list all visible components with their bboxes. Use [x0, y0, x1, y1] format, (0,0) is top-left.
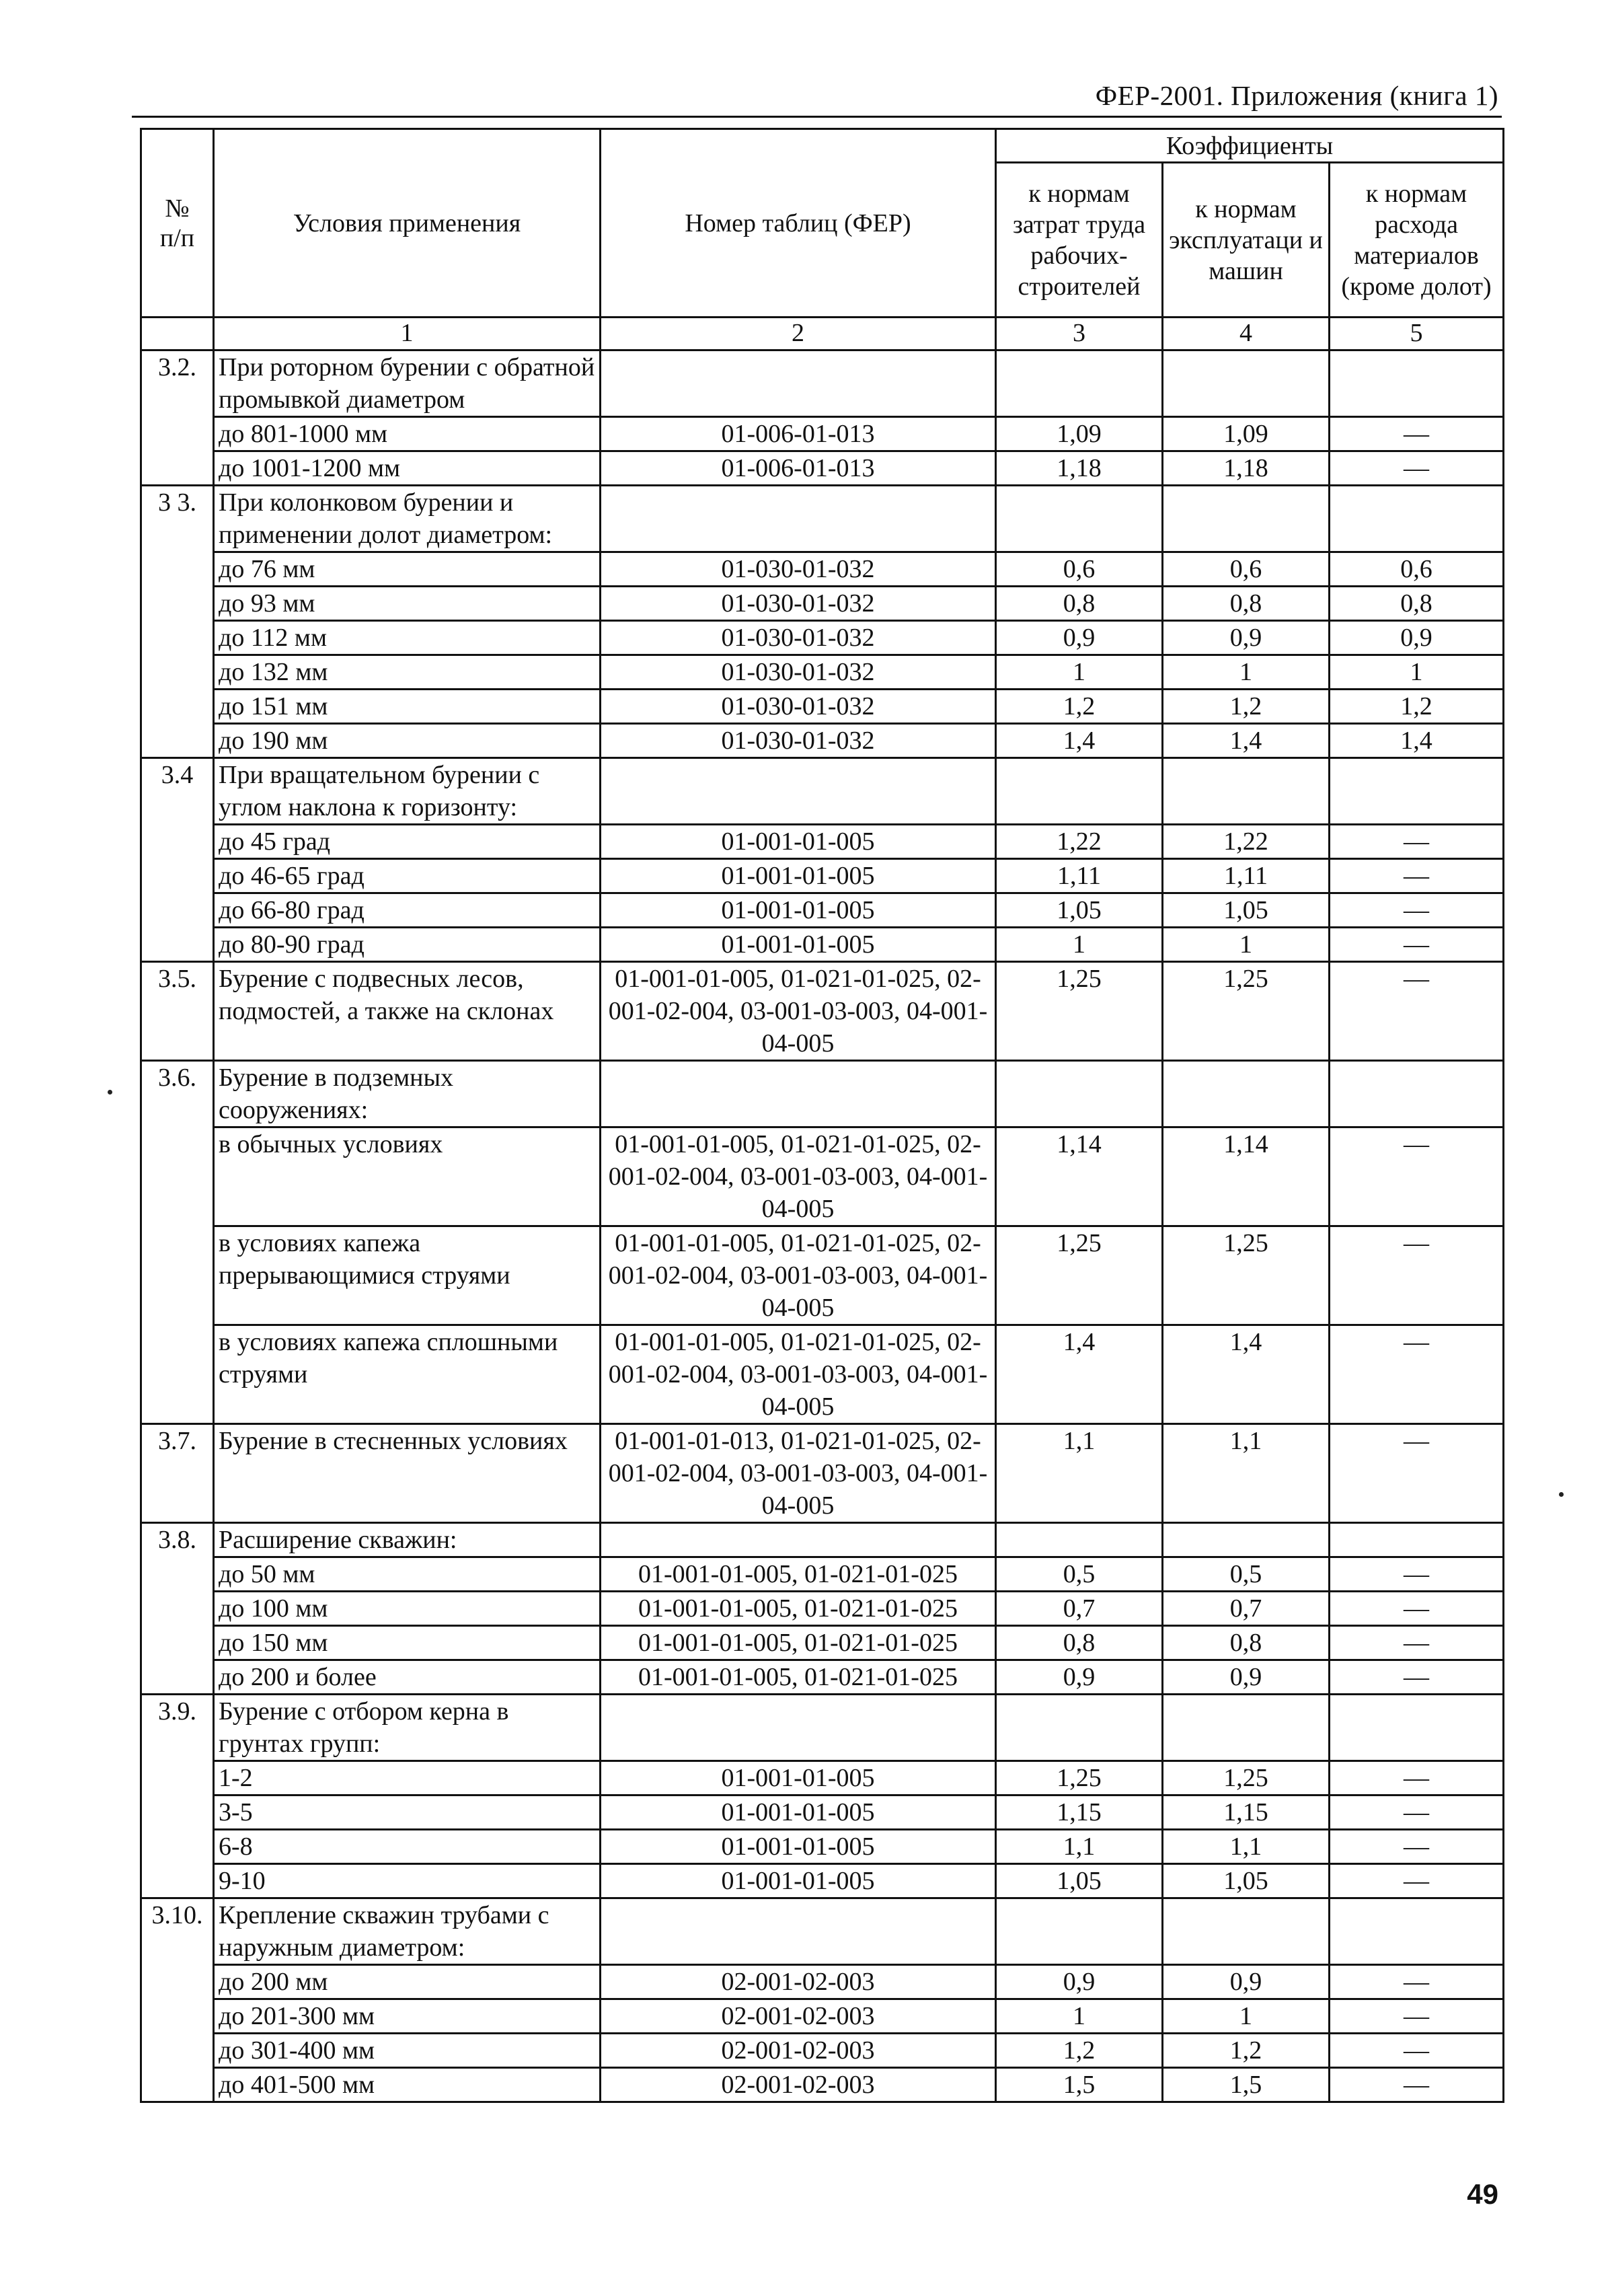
- table-row: [141, 1864, 1504, 1898]
- condition-cell: до 301-400 мм: [214, 2034, 601, 2068]
- labor-coefficient-cell: [996, 758, 1163, 825]
- machine-coefficient-cell: 1: [1163, 655, 1330, 690]
- column-number: 3: [996, 318, 1163, 350]
- table-row: [141, 1965, 1504, 1999]
- table-number-cell: 01-006-01-013: [601, 417, 996, 451]
- material-coefficient-cell: —: [1330, 1226, 1504, 1325]
- labor-coefficient-cell: 1,22: [996, 825, 1163, 859]
- labor-coefficient-cell: 1,4: [996, 1325, 1163, 1424]
- machine-coefficient-cell: 0,7: [1163, 1592, 1330, 1626]
- machine-coefficient-cell: 1,05: [1163, 1864, 1330, 1898]
- table-number-cell: [601, 1061, 996, 1127]
- scan-speck: [108, 1090, 112, 1095]
- table-number-cell: 01-001-01-005: [601, 928, 996, 962]
- coefficients-table-container: [140, 128, 1502, 2103]
- labor-coefficient-cell: 1,1: [996, 1830, 1163, 1864]
- table-number-cell: [601, 350, 996, 417]
- row-number-cell: [141, 1864, 214, 1898]
- condition-cell: до 132 мм: [214, 655, 601, 690]
- table-number-cell: 02-001-02-003: [601, 2068, 996, 2102]
- table-row: [141, 1226, 1504, 1325]
- machine-coefficient-cell: 1,1: [1163, 1424, 1330, 1523]
- header-table-number: Номер таблиц (ФЕР): [601, 129, 996, 318]
- condition-cell: до 151 мм: [214, 690, 601, 724]
- condition-cell: до 200 мм: [214, 1965, 601, 1999]
- table-row: [141, 1898, 1504, 1965]
- condition-cell: до 80-90 град: [214, 928, 601, 962]
- machine-coefficient-cell: [1163, 486, 1330, 552]
- table-row: [141, 1424, 1504, 1523]
- machine-coefficient-cell: 1,09: [1163, 417, 1330, 451]
- table-number-cell: 01-006-01-013: [601, 451, 996, 486]
- material-coefficient-cell: —: [1330, 1761, 1504, 1795]
- machine-coefficient-cell: [1163, 1898, 1330, 1965]
- row-number-cell: [141, 1226, 214, 1325]
- machine-coefficient-cell: 1,1: [1163, 1830, 1330, 1864]
- table-number-cell: 01-001-01-005, 01-021-01-025, 02-001-02-004, 03-001-03-003, 04-001-04-005: [601, 962, 996, 1061]
- row-number-cell: [141, 1761, 214, 1795]
- table-row: [141, 724, 1504, 758]
- condition-cell: При роторном бурении с обратной промывкой диаметром: [214, 350, 601, 417]
- machine-coefficient-cell: 1,18: [1163, 451, 1330, 486]
- row-number-cell: 3.2.: [141, 350, 214, 417]
- material-coefficient-cell: [1330, 486, 1504, 552]
- condition-cell: в обычных условиях: [214, 1127, 601, 1226]
- row-number-cell: [141, 893, 214, 928]
- row-number-cell: [141, 1660, 214, 1695]
- row-number-cell: [141, 1626, 214, 1660]
- running-header: ФЕР-2001. Приложения (книга 1): [1095, 80, 1498, 111]
- machine-coefficient-cell: 1,15: [1163, 1795, 1330, 1830]
- condition-cell: 6-8: [214, 1830, 601, 1864]
- machine-coefficient-cell: [1163, 1061, 1330, 1127]
- table-row: [141, 2068, 1504, 2102]
- material-coefficient-cell: —: [1330, 451, 1504, 486]
- table-number-cell: [601, 486, 996, 552]
- header-coefficients: Коэффициенты: [996, 129, 1504, 163]
- material-coefficient-cell: —: [1330, 1626, 1504, 1660]
- table-number-cell: 01-001-01-005: [601, 1761, 996, 1795]
- table-row: [141, 1061, 1504, 1127]
- column-number: 5: [1330, 318, 1504, 350]
- row-number-cell: [141, 451, 214, 486]
- material-coefficient-cell: 0,6: [1330, 552, 1504, 587]
- table-number-cell: 01-001-01-005: [601, 1795, 996, 1830]
- material-coefficient-cell: [1330, 1523, 1504, 1557]
- material-coefficient-cell: —: [1330, 2068, 1504, 2102]
- table-number-cell: [601, 1523, 996, 1557]
- row-number-cell: [141, 1999, 214, 2034]
- table-number-cell: 02-001-02-003: [601, 1965, 996, 1999]
- labor-coefficient-cell: 1,25: [996, 1761, 1163, 1795]
- material-coefficient-cell: 1,2: [1330, 690, 1504, 724]
- condition-cell: до 1001-1200 мм: [214, 451, 601, 486]
- table-number-cell: 01-001-01-005, 01-021-01-025, 02-001-02-004, 03-001-03-003, 04-001-04-005: [601, 1226, 996, 1325]
- material-coefficient-cell: —: [1330, 859, 1504, 893]
- column-number: 1: [214, 318, 601, 350]
- labor-coefficient-cell: 1,5: [996, 2068, 1163, 2102]
- machine-coefficient-cell: 0,6: [1163, 552, 1330, 587]
- row-number-cell: [141, 655, 214, 690]
- labor-coefficient-cell: 1,05: [996, 1864, 1163, 1898]
- table-row: [141, 1523, 1504, 1557]
- condition-cell: до 150 мм: [214, 1626, 601, 1660]
- table-row: [141, 1795, 1504, 1830]
- column-number: 2: [601, 318, 996, 350]
- machine-coefficient-cell: [1163, 350, 1330, 417]
- material-coefficient-cell: —: [1330, 1424, 1504, 1523]
- row-number-cell: [141, 1127, 214, 1226]
- row-number-cell: [141, 1325, 214, 1424]
- material-coefficient-cell: —: [1330, 928, 1504, 962]
- table-number-cell: 01-001-01-005: [601, 825, 996, 859]
- labor-coefficient-cell: 1: [996, 1999, 1163, 2034]
- labor-coefficient-cell: 0,9: [996, 1660, 1163, 1695]
- labor-coefficient-cell: 1,18: [996, 451, 1163, 486]
- condition-cell: до 201-300 мм: [214, 1999, 601, 2034]
- labor-coefficient-cell: 0,7: [996, 1592, 1163, 1626]
- labor-coefficient-cell: 1,4: [996, 724, 1163, 758]
- labor-coefficient-cell: 1: [996, 655, 1163, 690]
- labor-coefficient-cell: [996, 350, 1163, 417]
- machine-coefficient-cell: [1163, 758, 1330, 825]
- material-coefficient-cell: —: [1330, 1660, 1504, 1695]
- labor-coefficient-cell: [996, 486, 1163, 552]
- machine-coefficient-cell: 1,11: [1163, 859, 1330, 893]
- table-number-cell: 01-001-01-005: [601, 1830, 996, 1864]
- table-number-cell: 01-030-01-032: [601, 552, 996, 587]
- labor-coefficient-cell: 1,15: [996, 1795, 1163, 1830]
- machine-coefficient-cell: 0,5: [1163, 1557, 1330, 1592]
- condition-cell: до 66-80 град: [214, 893, 601, 928]
- row-number-cell: 3.5.: [141, 962, 214, 1061]
- table-number-cell: 01-001-01-005, 01-021-01-025: [601, 1660, 996, 1695]
- condition-cell: до 190 мм: [214, 724, 601, 758]
- row-number-cell: [141, 1795, 214, 1830]
- row-number-cell: [141, 2034, 214, 2068]
- table-row: [141, 1325, 1504, 1424]
- row-number-cell: [141, 1592, 214, 1626]
- condition-cell: до 46-65 град: [214, 859, 601, 893]
- machine-coefficient-cell: 1,14: [1163, 1127, 1330, 1226]
- machine-coefficient-cell: 1,25: [1163, 1761, 1330, 1795]
- table-row: [141, 1761, 1504, 1795]
- row-number-cell: 3.7.: [141, 1424, 214, 1523]
- table-number-cell: 01-001-01-005, 01-021-01-025, 02-001-02-004, 03-001-03-003, 04-001-04-005: [601, 1127, 996, 1226]
- table-row: [141, 859, 1504, 893]
- material-coefficient-cell: —: [1330, 2034, 1504, 2068]
- table-row: [141, 1127, 1504, 1226]
- machine-coefficient-cell: 0,8: [1163, 1626, 1330, 1660]
- table-number-cell: [601, 1695, 996, 1761]
- table-row: [141, 690, 1504, 724]
- table-row: [141, 1695, 1504, 1761]
- table-row: [141, 451, 1504, 486]
- condition-cell: 9-10: [214, 1864, 601, 1898]
- header-labor: к нормам затрат труда рабочих-строителей: [996, 163, 1163, 318]
- condition-cell: до 76 мм: [214, 552, 601, 587]
- table-number-cell: 01-001-01-005, 01-021-01-025: [601, 1626, 996, 1660]
- row-number-cell: [141, 621, 214, 655]
- column-number: 4: [1163, 318, 1330, 350]
- table-number-cell: 01-030-01-032: [601, 690, 996, 724]
- condition-cell: до 112 мм: [214, 621, 601, 655]
- condition-cell: Бурение в стесненных условиях: [214, 1424, 601, 1523]
- labor-coefficient-cell: 1,09: [996, 417, 1163, 451]
- labor-coefficient-cell: 1,14: [996, 1127, 1163, 1226]
- material-coefficient-cell: —: [1330, 1557, 1504, 1592]
- row-number-cell: [141, 928, 214, 962]
- condition-cell: в условиях капежа прерывающимися струями: [214, 1226, 601, 1325]
- table-row: [141, 486, 1504, 552]
- table-number-cell: 01-001-01-005: [601, 893, 996, 928]
- header-materials: к нормам расхода материалов (кроме долот): [1330, 163, 1504, 318]
- table-number-cell: 01-001-01-013, 01-021-01-025, 02-001-02-004, 03-001-03-003, 04-001-04-005: [601, 1424, 996, 1523]
- table-number-cell: 01-001-01-005, 01-021-01-025: [601, 1557, 996, 1592]
- material-coefficient-cell: 0,9: [1330, 621, 1504, 655]
- machine-coefficient-cell: 1,2: [1163, 2034, 1330, 2068]
- condition-cell: до 100 мм: [214, 1592, 601, 1626]
- material-coefficient-cell: [1330, 350, 1504, 417]
- machine-coefficient-cell: 1,5: [1163, 2068, 1330, 2102]
- condition-cell: в условиях капежа сплошными струями: [214, 1325, 601, 1424]
- labor-coefficient-cell: 1: [996, 928, 1163, 962]
- material-coefficient-cell: —: [1330, 1325, 1504, 1424]
- coefficients-table: [140, 128, 1504, 2103]
- table-row: [141, 1660, 1504, 1695]
- labor-coefficient-cell: [996, 1523, 1163, 1557]
- labor-coefficient-cell: 0,6: [996, 552, 1163, 587]
- labor-coefficient-cell: 0,5: [996, 1557, 1163, 1592]
- condition-cell: Бурение с отбором керна в грунтах групп:: [214, 1695, 601, 1761]
- machine-coefficient-cell: 0,9: [1163, 1965, 1330, 1999]
- material-coefficient-cell: —: [1330, 1965, 1504, 1999]
- page-number: 49: [1467, 2178, 1498, 2210]
- labor-coefficient-cell: 1,11: [996, 859, 1163, 893]
- table-row: [141, 621, 1504, 655]
- table-number-cell: 02-001-02-003: [601, 2034, 996, 2068]
- condition-cell: до 45 град: [214, 825, 601, 859]
- table-body: [141, 350, 1504, 2102]
- header-machines: к нормам эксплуатаци и машин: [1163, 163, 1330, 318]
- material-coefficient-cell: —: [1330, 1830, 1504, 1864]
- table-row: [141, 758, 1504, 825]
- machine-coefficient-cell: 0,9: [1163, 1660, 1330, 1695]
- condition-cell: до 50 мм: [214, 1557, 601, 1592]
- table-number-cell: 01-001-01-005, 01-021-01-025: [601, 1592, 996, 1626]
- row-number-cell: 3.9.: [141, 1695, 214, 1761]
- material-coefficient-cell: —: [1330, 825, 1504, 859]
- material-coefficient-cell: —: [1330, 1127, 1504, 1226]
- row-number-cell: [141, 690, 214, 724]
- machine-coefficient-cell: 0,9: [1163, 621, 1330, 655]
- material-coefficient-cell: [1330, 1695, 1504, 1761]
- machine-coefficient-cell: 1,25: [1163, 962, 1330, 1061]
- condition-cell: Крепление скважин трубами с наружным диаметром:: [214, 1898, 601, 1965]
- table-row: [141, 417, 1504, 451]
- labor-coefficient-cell: 0,8: [996, 1626, 1163, 1660]
- condition-cell: Расширение скважин:: [214, 1523, 601, 1557]
- material-coefficient-cell: —: [1330, 962, 1504, 1061]
- table-row: [141, 1626, 1504, 1660]
- row-number-cell: [141, 587, 214, 621]
- row-number-cell: [141, 825, 214, 859]
- table-number-cell: 02-001-02-003: [601, 1999, 996, 2034]
- condition-cell: до 801-1000 мм: [214, 417, 601, 451]
- labor-coefficient-cell: 0,9: [996, 621, 1163, 655]
- condition-cell: Бурение в подземных сооружениях:: [214, 1061, 601, 1127]
- machine-coefficient-cell: 1,4: [1163, 724, 1330, 758]
- material-coefficient-cell: —: [1330, 1864, 1504, 1898]
- labor-coefficient-cell: 1,05: [996, 893, 1163, 928]
- row-number-cell: [141, 724, 214, 758]
- machine-coefficient-cell: 1: [1163, 928, 1330, 962]
- labor-coefficient-cell: 1,25: [996, 962, 1163, 1061]
- labor-coefficient-cell: [996, 1898, 1163, 1965]
- table-number-cell: 01-001-01-005: [601, 1864, 996, 1898]
- column-number-row: [141, 318, 1504, 350]
- material-coefficient-cell: —: [1330, 1795, 1504, 1830]
- labor-coefficient-cell: [996, 1061, 1163, 1127]
- table-row: [141, 350, 1504, 417]
- labor-coefficient-cell: [996, 1695, 1163, 1761]
- table-number-cell: 01-030-01-032: [601, 655, 996, 690]
- machine-coefficient-cell: 0,8: [1163, 587, 1330, 621]
- material-coefficient-cell: —: [1330, 893, 1504, 928]
- row-number-cell: 3.8.: [141, 1523, 214, 1557]
- table-number-cell: 01-030-01-032: [601, 587, 996, 621]
- table-row: [141, 893, 1504, 928]
- header-rule: [132, 116, 1502, 118]
- table-row: [141, 962, 1504, 1061]
- machine-coefficient-cell: 1,2: [1163, 690, 1330, 724]
- row-number-cell: [141, 2068, 214, 2102]
- row-number-cell: [141, 1830, 214, 1864]
- condition-cell: до 93 мм: [214, 587, 601, 621]
- header-row-top: [141, 129, 1504, 163]
- table-row: [141, 1830, 1504, 1864]
- machine-coefficient-cell: 1,22: [1163, 825, 1330, 859]
- machine-coefficient-cell: [1163, 1695, 1330, 1761]
- table-row: [141, 587, 1504, 621]
- material-coefficient-cell: [1330, 1898, 1504, 1965]
- table-number-cell: 01-001-01-005: [601, 859, 996, 893]
- row-number-cell: [141, 417, 214, 451]
- header-conditions: Условия применения: [214, 129, 601, 318]
- table-number-cell: [601, 1898, 996, 1965]
- material-coefficient-cell: 0,8: [1330, 587, 1504, 621]
- machine-coefficient-cell: 1,05: [1163, 893, 1330, 928]
- material-coefficient-cell: 1,4: [1330, 724, 1504, 758]
- labor-coefficient-cell: 0,9: [996, 1965, 1163, 1999]
- material-coefficient-cell: —: [1330, 1999, 1504, 2034]
- labor-coefficient-cell: 1,2: [996, 2034, 1163, 2068]
- condition-cell: При вращательном бурении с углом наклона к горизонту:: [214, 758, 601, 825]
- labor-coefficient-cell: 0,8: [996, 587, 1163, 621]
- table-number-cell: 01-030-01-032: [601, 621, 996, 655]
- row-number-cell: 3.4: [141, 758, 214, 825]
- table-row: [141, 552, 1504, 587]
- table-number-cell: 01-030-01-032: [601, 724, 996, 758]
- labor-coefficient-cell: 1,1: [996, 1424, 1163, 1523]
- row-number-cell: 3.10.: [141, 1898, 214, 1965]
- machine-coefficient-cell: 1,25: [1163, 1226, 1330, 1325]
- condition-cell: до 401-500 мм: [214, 2068, 601, 2102]
- condition-cell: При колонковом бурении и применении долот диаметром:: [214, 486, 601, 552]
- row-number-cell: [141, 859, 214, 893]
- row-number-cell: 3.6.: [141, 1061, 214, 1127]
- material-coefficient-cell: [1330, 758, 1504, 825]
- table-row: [141, 1557, 1504, 1592]
- table-row: [141, 655, 1504, 690]
- material-coefficient-cell: 1: [1330, 655, 1504, 690]
- header-num: № п/п: [141, 129, 214, 318]
- material-coefficient-cell: —: [1330, 1592, 1504, 1626]
- labor-coefficient-cell: 1,2: [996, 690, 1163, 724]
- row-number-cell: [141, 1557, 214, 1592]
- table-row: [141, 928, 1504, 962]
- condition-cell: Бурение с подвесных лесов, подмостей, а также на склонах: [214, 962, 601, 1061]
- table-row: [141, 2034, 1504, 2068]
- material-coefficient-cell: [1330, 1061, 1504, 1127]
- table-row: [141, 1592, 1504, 1626]
- material-coefficient-cell: —: [1330, 417, 1504, 451]
- scan-speck: [1559, 1492, 1564, 1497]
- row-number-cell: 3 3.: [141, 486, 214, 552]
- table-number-cell: 01-001-01-005, 01-021-01-025, 02-001-02-004, 03-001-03-003, 04-001-04-005: [601, 1325, 996, 1424]
- row-number-cell: [141, 1965, 214, 1999]
- table-row: [141, 1999, 1504, 2034]
- table-number-cell: [601, 758, 996, 825]
- machine-coefficient-cell: 1,4: [1163, 1325, 1330, 1424]
- row-number-cell: [141, 552, 214, 587]
- machine-coefficient-cell: 1: [1163, 1999, 1330, 2034]
- condition-cell: 1-2: [214, 1761, 601, 1795]
- table-row: [141, 825, 1504, 859]
- condition-cell: до 200 и более: [214, 1660, 601, 1695]
- labor-coefficient-cell: 1,25: [996, 1226, 1163, 1325]
- machine-coefficient-cell: [1163, 1523, 1330, 1557]
- column-number-empty: [141, 318, 214, 350]
- condition-cell: 3-5: [214, 1795, 601, 1830]
